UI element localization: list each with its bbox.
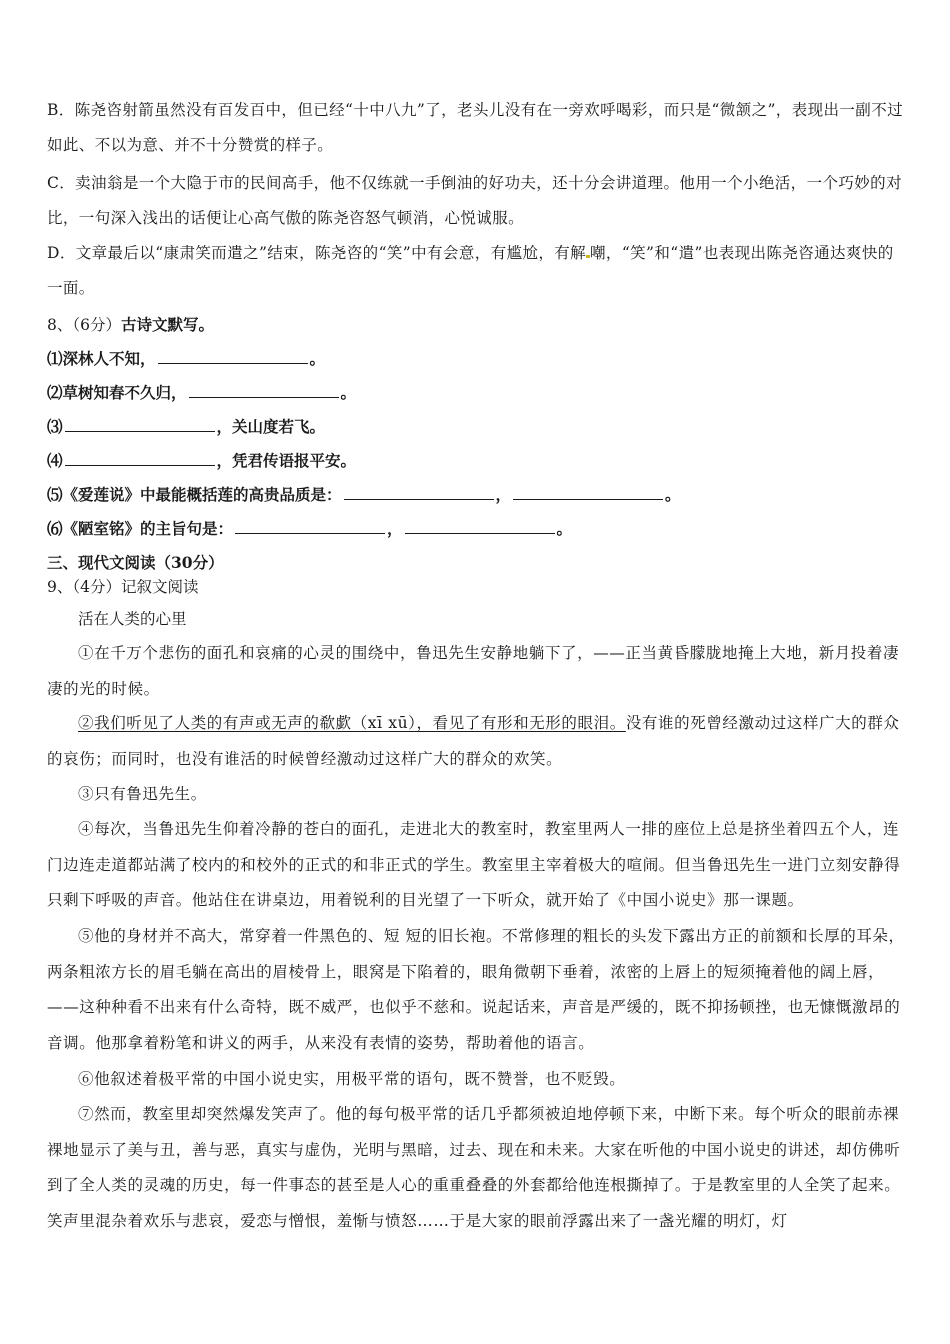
option-d — [47, 236, 907, 306]
question-9-label: 9、（4分）记叙文阅读 — [47, 578, 199, 596]
recitation-item-3 — [47, 415, 907, 439]
essay-paragraph-2 — [47, 706, 905, 777]
option-d-text-2: 嘲，“笑”和“遣”也表现出陈尧咨通达爽快的一面。 — [47, 244, 894, 297]
answer-blank-6a[interactable] — [235, 517, 385, 534]
recitation-item-3-prefix: ⑶ — [47, 417, 63, 436]
recitation-item-1 — [47, 347, 907, 371]
answer-blank-6b[interactable] — [405, 517, 555, 534]
answer-blank-5b[interactable] — [513, 483, 663, 500]
essay-paragraph-2-rest: 没有谁的死曾经激动过这样广大的群众的哀伤；而同时，也没有谁活的时候曾经激动过这样广大的群众的欢笑。 — [47, 714, 900, 768]
recitation-item-1-suffix: 。 — [309, 349, 326, 368]
essay-paragraph-4: ④每次，当鲁迅先生仰着冷静的苍白的面孔，走进北大的教室时，教室里两人一排的座位上总是挤坐着四五个人，连门边连走道都站满了校内的和校外的正式的和非正式的学生。教室里主宰着极大的喧闹。但当鲁迅先生一进门立刻安静得只剩下呼吸的声音。他站住在讲桌边，用着锐利的目光望了一下听众，就开始了《中国小说史》那一课题。 — [47, 820, 901, 909]
essay-paragraph-7: ⑦然而，教室里却突然爆发笑声了。他的每句极平常的话几乎都须被迫地停顿下来，中断下来。每个听众的眼前赤裸裸地显示了美与丑，善与恶，真实与虚伪，光明与黑暗，过去、现在和未来。大家在听他的中国小说史的讲述，却仿佛听到了全人类的灵魂的历史，每一件事态的甚至是人心的重重叠叠的外套都给他连根撕掉了。于是教室里的人全笑了起来。笑声里混杂着欢乐与悲哀，爱恋与憎恨，羞惭与愤怒……于是大家的眼前浮露出来了一盏光耀的明灯，灯 — [47, 1105, 901, 1230]
option-b: B．陈尧咨射箭虽然没有百发百中，但已经“十中八九”了，老头儿没有在一旁欢呼喝彩，而只是“微颔之”，表现出一副不过如此、不以为意、并不十分赞赏的样子。 — [47, 101, 903, 154]
answer-blank-4[interactable] — [65, 449, 215, 466]
recitation-item-2-suffix: 。 — [340, 383, 357, 402]
recitation-item-2 — [47, 381, 907, 405]
recitation-item-5 — [47, 483, 907, 507]
question-8-title: 古诗文默写。 — [120, 315, 214, 334]
recitation-item-4-prefix: ⑷ — [47, 451, 63, 470]
recitation-item-6-prefix: ⑹《陋室铭》的主旨句是： — [47, 519, 234, 538]
recitation-item-5-suffix: 。 — [665, 485, 681, 504]
recitation-item-3-suffix: ，关山度若飞。 — [216, 417, 326, 436]
answer-blank-1[interactable] — [158, 347, 308, 364]
section-3-title: 三、现代文阅读（30分） — [47, 553, 224, 572]
recitation-item-5-mid: ， — [495, 485, 512, 504]
essay-title: 活在人类的心里 — [78, 610, 187, 628]
essay-paragraph-2-underlined: ②我们听见了人类的有声或无声的欷歔（xī xū），看见了有形和无形的眼泪。 — [78, 714, 626, 732]
question-8-header — [47, 313, 907, 337]
answer-blank-2[interactable] — [189, 381, 339, 398]
answer-blank-3[interactable] — [65, 415, 215, 432]
recitation-item-2-prefix: ⑵草树知春不久归， — [47, 383, 187, 402]
recitation-item-6-suffix: 。 — [556, 519, 573, 538]
essay-paragraph-6: ⑥他叙述着极平常的中国小说史实，用极平常的语句，既不赞誉，也不贬毁。 — [78, 1070, 626, 1088]
recitation-item-5-prefix: ⑸《爱莲说》中最能概括莲的高贵品质是： — [47, 485, 342, 504]
question-8-number: 8、（6分） — [47, 316, 121, 334]
answer-blank-5a[interactable] — [344, 483, 494, 500]
recitation-item-6-mid: ， — [387, 519, 403, 538]
essay-paragraph-1: ①在千万个悲伤的面孔和哀痛的心灵的围绕中，鲁迅先生安静地躺下了，——正当黄昏朦胧地掩上大地，新月投着凄凄的光的时候。 — [47, 644, 900, 698]
recitation-item-6 — [47, 517, 907, 541]
recitation-item-4 — [47, 449, 907, 473]
recitation-item-1-prefix: ⑴深林人不知， — [47, 349, 156, 368]
option-c: C．卖油翁是一个大隐于市的民间高手，他不仅练就一手倒油的好功夫，还十分会讲道理。他用一个小绝活，一个巧妙的对比，一句深入浅出的话便让心高气傲的陈尧咨怒气顿消，心悦诚服。 — [47, 174, 902, 227]
recitation-item-4-suffix: ，凭君传语报平安。 — [216, 451, 357, 470]
essay-paragraph-3: ③只有鲁迅先生。 — [78, 785, 207, 803]
option-d-text-1: D．文章最后以“康肃笑而遣之”结束，陈尧咨的“笑”中有会意，有尴尬，有解 — [47, 244, 587, 262]
essay-paragraph-5: ⑤他的身材并不高大，常穿着一件黑色的、短 短的旧长袍。不常修理的粗长的头发下露出方正的前额和长厚的耳朵，两条粗浓方长的眉毛躺在高出的眉棱骨上，眼窝是下陷着的，眼角微朝下垂着，浓密的上唇上的短须掩着他的阔上唇，——这种种看不出来有什么奇特，既不威严，也似乎不慈和。说起话来，声音是严缓的，既不抑扬顿挫，也无慷慨激昂的音调。他那拿着粉笔和讲义的两手，从来没有表情的姿势，帮助着他的语言。 — [47, 927, 905, 1052]
